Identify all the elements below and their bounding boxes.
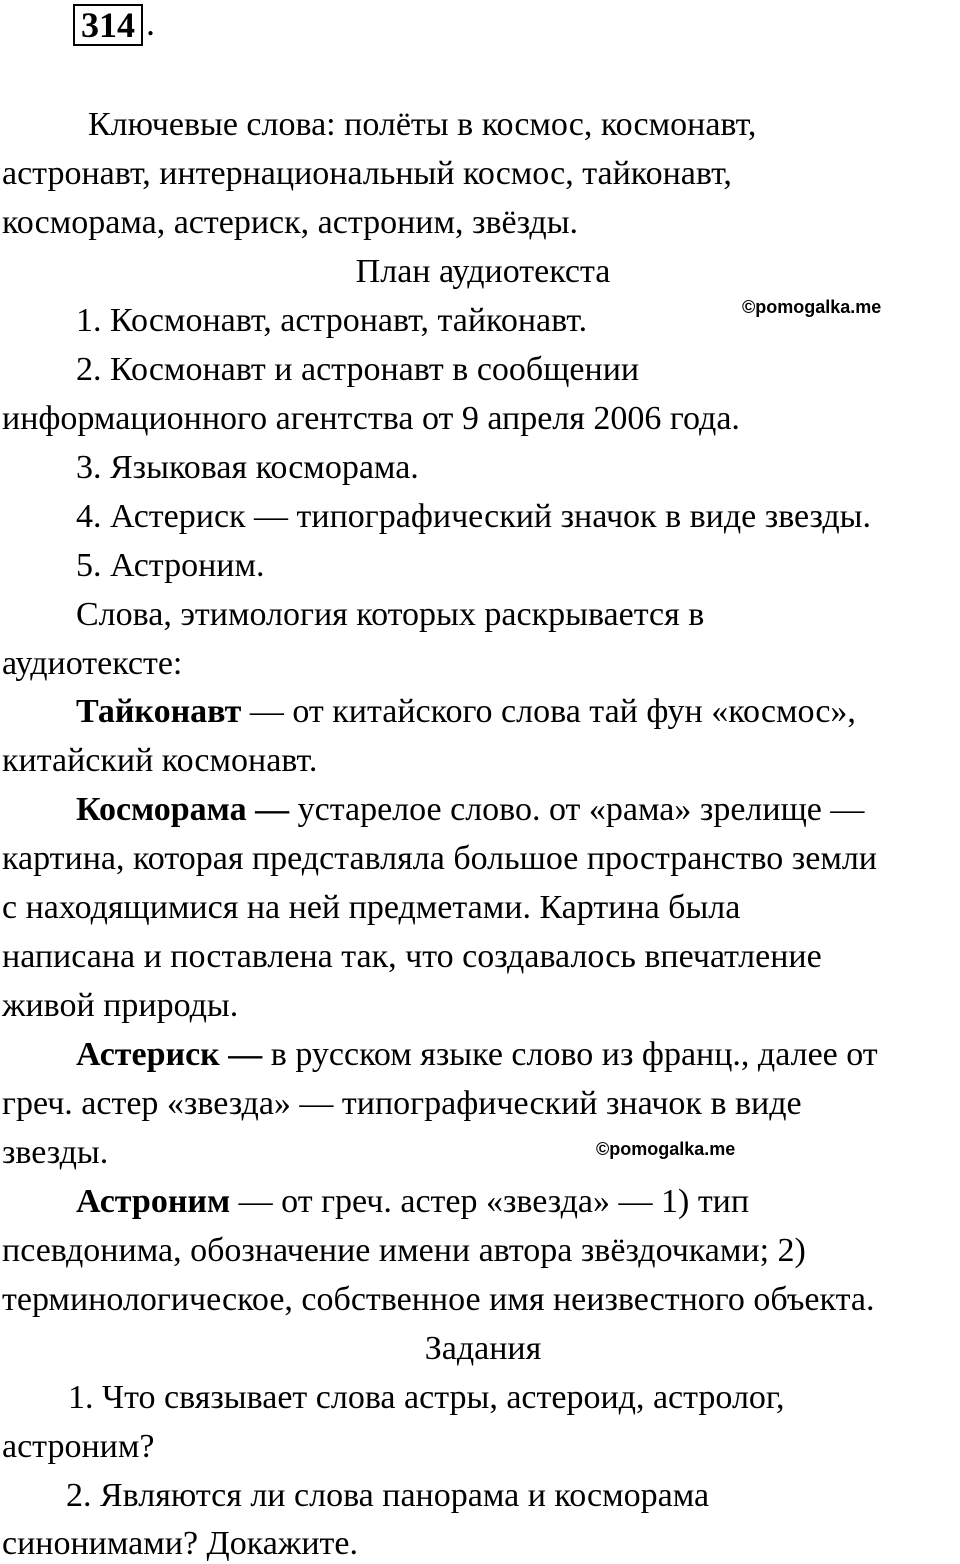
watermark-1: ©pomogalka.me <box>742 297 882 317</box>
kosmorama-line-1 <box>76 790 864 830</box>
plan-heading: План аудиотекста <box>355 253 611 290</box>
kosmorama-line-3: с находящимися на ней предметами. Картина была <box>2 889 741 926</box>
asterisk-def-1: в русском языке слово из франц., далее от <box>262 1036 878 1073</box>
taikonaut-line-2: китайский космонавт. <box>2 742 318 779</box>
task-2-line-1: 2. Являются ли слова панорама и косморама <box>66 1477 710 1514</box>
astronym-line-2: псевдонима, обозначение имени автора звёздочками; 2) <box>2 1232 806 1269</box>
tasks-heading: Задания <box>424 1330 542 1367</box>
task-1-line-2: астроним? <box>2 1428 155 1465</box>
astronym-line-3: терминологическое, собственное имя неизвестного объекта. <box>2 1281 875 1318</box>
plan-item-3: 3. Языковая косморама. <box>76 449 419 486</box>
plan-item-4: 4. Астериск — типографический значок в виде звезды. <box>76 498 872 535</box>
keywords-line-1: Ключевые слова: полёты в космос, космонавт, <box>88 106 757 143</box>
taikonaut-term: Тайконавт <box>76 693 242 730</box>
kosmorama-line-5: живой природы. <box>2 987 239 1024</box>
kosmorama-def-1: устарелое слово. от «рама» зрелище — <box>289 791 865 828</box>
exercise-number-dot: . <box>146 3 155 43</box>
task-2-line-2: синонимами? Докажите. <box>2 1525 358 1562</box>
asterisk-line-3: звезды. <box>2 1134 109 1171</box>
plan-item-1: 1. Космонавт, астронавт, тайконавт. <box>76 302 588 339</box>
kosmorama-term: Косморама — <box>76 791 290 828</box>
keywords-line-3: косморама, астериск, астроним, звёзды. <box>2 204 579 241</box>
etymology-intro-line-2: аудиотексте: <box>2 645 183 682</box>
etymology-intro-line-1: Слова, этимология которых раскрывается в <box>76 596 705 633</box>
plan-item-2-line-1: 2. Космонавт и астронавт в сообщении <box>76 351 640 388</box>
kosmorama-line-4: написана и поставлена так, что создавалось впечатление <box>2 938 822 975</box>
plan-item-2-line-2: информационного агентства от 9 апреля 2006 года. <box>2 400 740 437</box>
watermark-2: ©pomogalka.me <box>596 1139 736 1159</box>
astronym-def-1: — от греч. астер «звезда» — 1) тип <box>230 1183 750 1220</box>
asterisk-line-2: греч. астер «звезда» — типографический значок в виде <box>2 1085 802 1122</box>
astronym-line-1 <box>76 1182 749 1222</box>
exercise-number: 314 <box>73 4 143 46</box>
plan-item-5: 5. Астроним. <box>76 547 265 584</box>
taikonaut-line-1 <box>76 692 856 732</box>
taikonaut-def-1: — от китайского слова тай фун «космос», <box>241 693 856 730</box>
keywords-line-2: астронавт, интернациональный космос, тайконавт, <box>2 155 732 192</box>
kosmorama-line-2: картина, которая представляла большое пространство земли <box>2 840 878 877</box>
task-1-line-1: 1. Что связывает слова астры, астероид, астролог, <box>68 1379 785 1416</box>
asterisk-term: Астериск — <box>76 1036 263 1073</box>
astronym-term: Астроним <box>76 1183 231 1220</box>
asterisk-line-1 <box>76 1035 878 1075</box>
